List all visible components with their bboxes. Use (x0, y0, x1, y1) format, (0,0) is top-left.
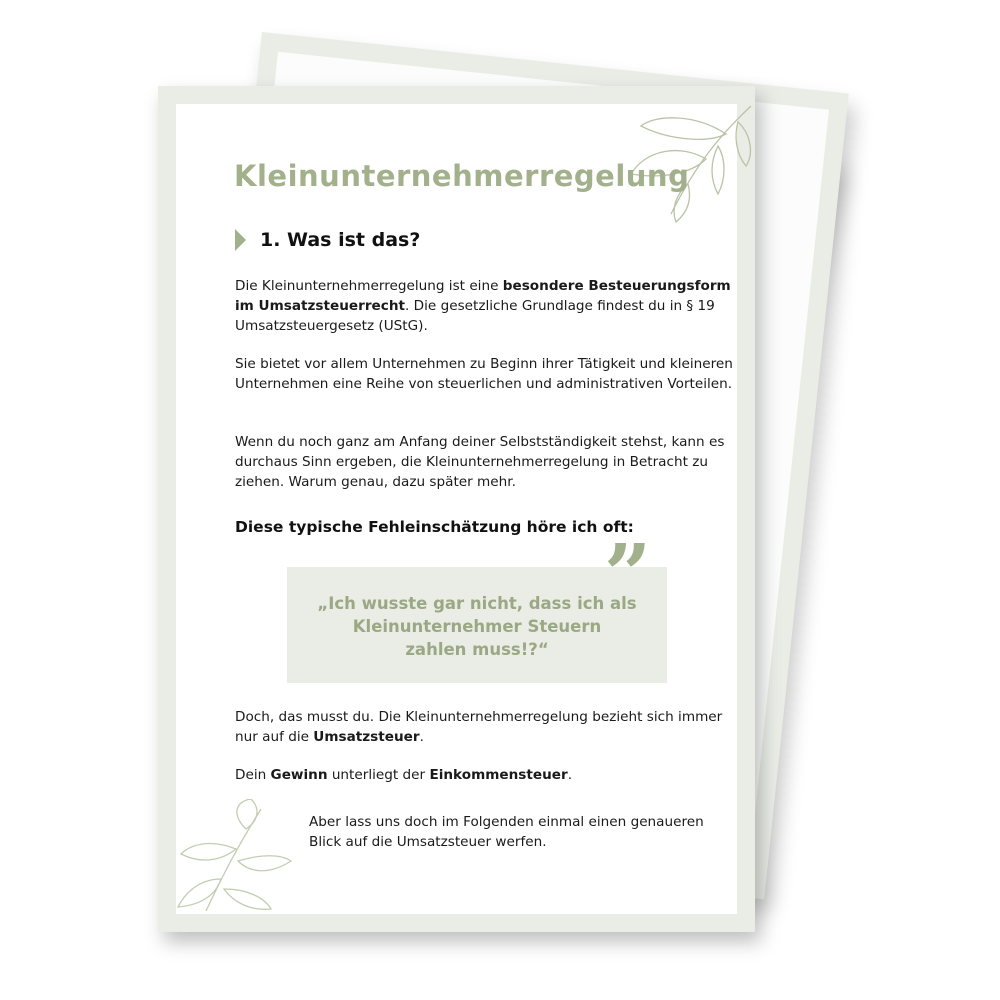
bold-text: Gewinn (270, 767, 328, 783)
quote-line: Kleinunternehmer Steuern (352, 617, 602, 636)
section-heading-text: 1. Was ist das? (260, 229, 421, 251)
bold-text: Einkommensteuer (429, 767, 568, 783)
bold-text: Umsatzsteuer (313, 729, 420, 745)
front-page-sheet (158, 86, 755, 932)
text-run: Dein (235, 767, 271, 783)
paragraph-outro: Aber lass uns doch im Folgenden einmal einen genaueren Blick auf die Umsatzsteuer werfen. (309, 814, 704, 850)
text-run: unterliegt der (327, 767, 430, 783)
paragraph-intro (235, 276, 735, 336)
text-run: . Die gesetzliche Grundlage findest du in § 19 Umsatzsteuergesetz (UStG). (235, 298, 715, 334)
text-run: . (567, 767, 573, 783)
quote-text (287, 592, 667, 661)
document-title: Kleinunternehmerregelung (234, 159, 690, 193)
bold-text: besondere Besteuerungsform im Umsatzsteuerrecht (235, 278, 731, 314)
leaf-decoration-bottom-icon (176, 799, 296, 914)
section-heading (235, 229, 420, 251)
quote-mark-icon: ” (604, 527, 652, 623)
triangle-bullet-icon (235, 229, 246, 251)
text-run: Die Kleinunternehmerregelung ist eine (235, 278, 503, 294)
front-page-content (176, 104, 737, 914)
paragraph-start: Wenn du noch ganz am Anfang deiner Selbstständigkeit stehst, kann es durchaus Sinn ergeben, die Kleinunternehmerregelung in Betracht zu ziehen. Warum genau, dazu später mehr. (235, 434, 725, 490)
text-run: . (419, 729, 424, 745)
paragraph-answer (235, 707, 735, 747)
misconception-heading: Diese typische Fehleinschätzung höre ich oft: (235, 518, 634, 536)
paragraph-benefits: Sie bietet vor allem Unternehmen zu Beginn ihrer Tätigkeit und kleineren Unternehmen eine Reihe von steuerlichen und administrativen Vorteilen. (235, 356, 733, 392)
paragraph-profit (235, 765, 735, 785)
text-run: Doch, das musst du. Die Kleinunternehmerregelung bezieht sich immer nur auf die (235, 709, 723, 745)
quote-line: zahlen muss!?“ (405, 640, 549, 659)
quote-line: „Ich wusste gar nicht, dass ich als (317, 594, 637, 613)
